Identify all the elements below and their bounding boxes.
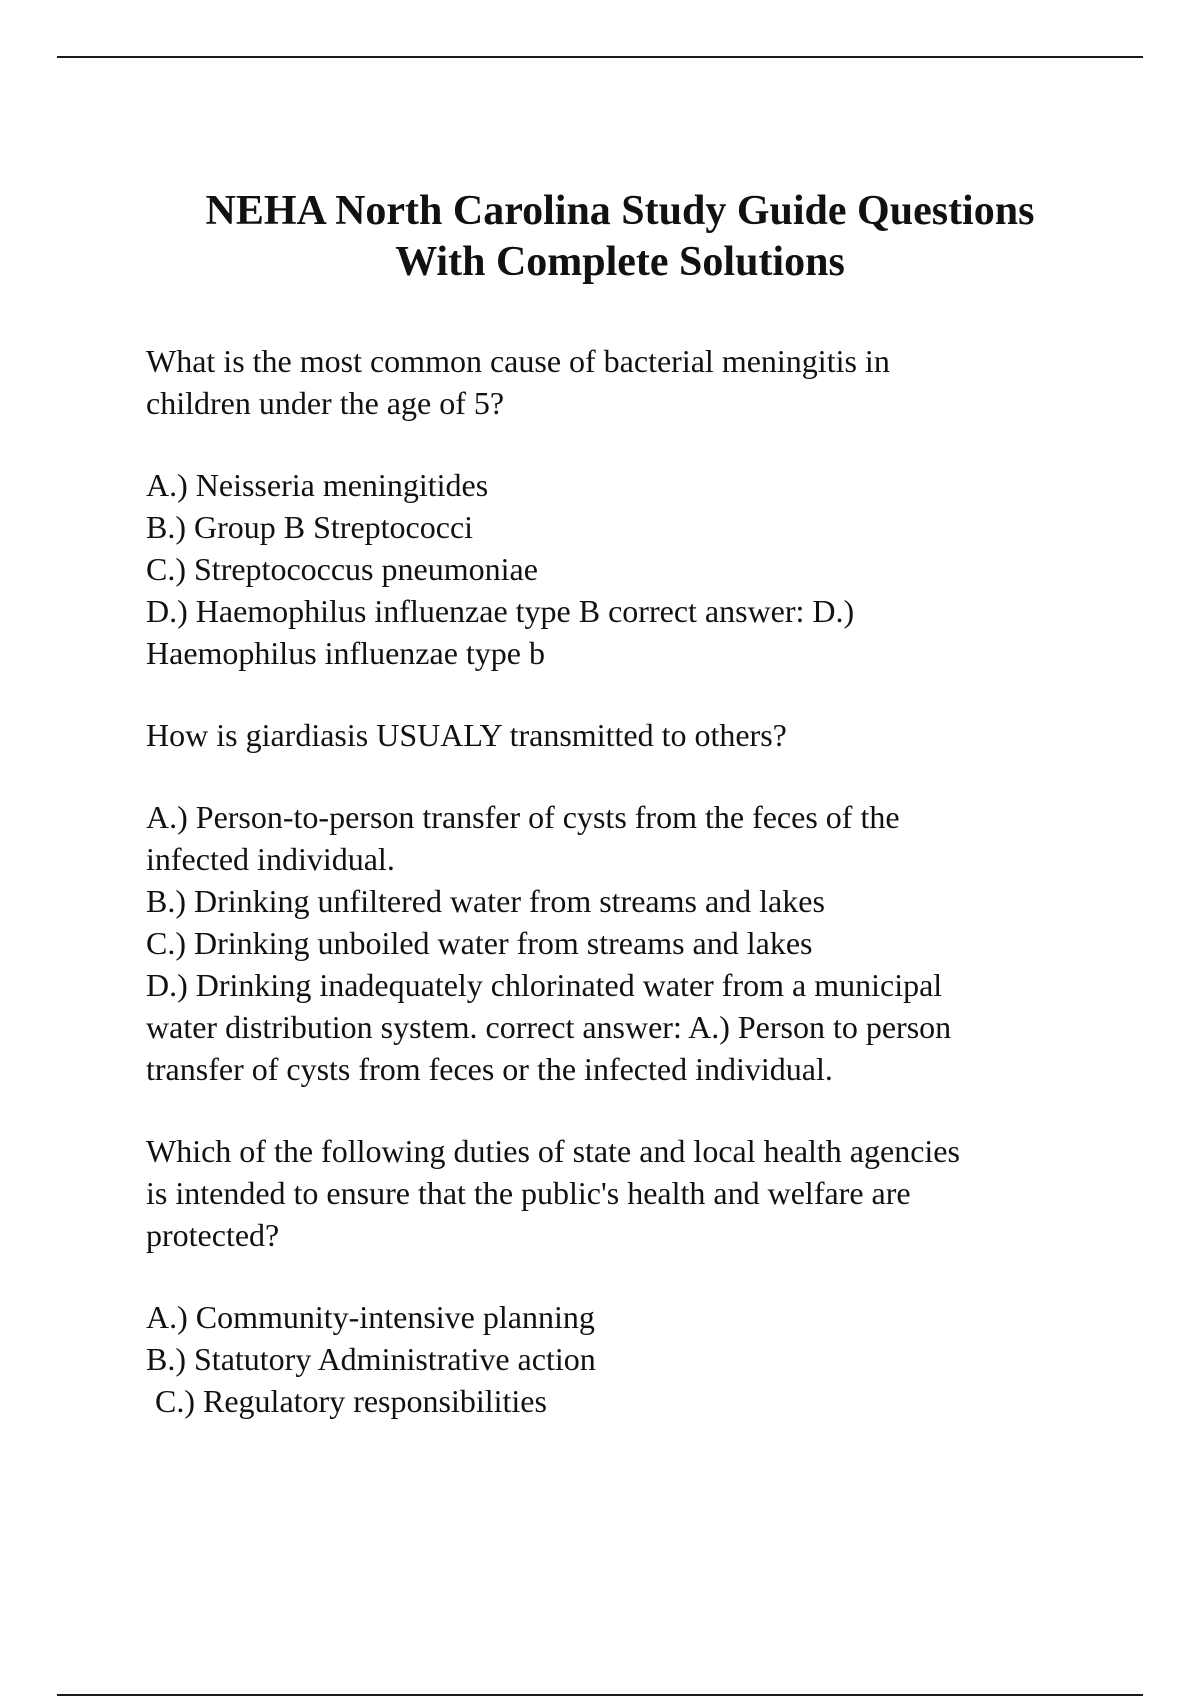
option-line: infected individual.	[146, 841, 395, 877]
title-line-1: NEHA North Carolina Study Guide Questions	[205, 188, 1035, 234]
option-line: C.) Drinking unboiled water from streams and lakes	[146, 925, 813, 961]
question-2	[146, 714, 1146, 756]
question-1	[146, 340, 1146, 424]
option-line: B.) Statutory Administrative action	[146, 1341, 596, 1377]
option-line: A.) Neisseria meningitides	[146, 467, 489, 503]
option-line: C.) Regulatory responsibilities	[155, 1383, 547, 1419]
option-line: D.) Drinking inadequately chlorinated water from a municipal	[146, 967, 943, 1003]
question-3-options	[146, 1296, 1146, 1422]
option-line: C.) Streptococcus pneumoniae	[146, 551, 538, 587]
question-text-line: children under the age of 5?	[146, 385, 505, 421]
option-line: B.) Group B Streptococci	[146, 509, 474, 545]
question-3	[146, 1130, 1146, 1256]
question-1-options	[146, 464, 1146, 674]
question-text-line: Which of the following duties of state and local health agencies	[146, 1133, 960, 1169]
option-line: B.) Drinking unfiltered water from streams and lakes	[146, 883, 825, 919]
footer-rule	[57, 1694, 1143, 1696]
header-rule	[57, 56, 1143, 58]
question-text-line: protected?	[146, 1217, 280, 1253]
option-line: D.) Haemophilus influenzae type B correct answer: D.)	[146, 593, 855, 629]
option-line: transfer of cysts from feces or the infected individual.	[146, 1051, 833, 1087]
question-text-line: What is the most common cause of bacterial meningitis in	[146, 343, 890, 379]
question-text-line: How is giardiasis USUALY transmitted to others?	[146, 717, 787, 753]
title-line-2: With Complete Solutions	[395, 239, 845, 285]
document-title	[100, 186, 1140, 288]
question-2-options	[146, 796, 1146, 1090]
option-line: water distribution system. correct answer: A.) Person to person	[146, 1009, 952, 1045]
question-text-line: is intended to ensure that the public's health and welfare are	[146, 1175, 911, 1211]
option-line: A.) Community-intensive planning	[146, 1299, 595, 1335]
document-body	[146, 340, 1146, 1422]
option-line: Haemophilus influenzae type b	[146, 635, 545, 671]
option-line: A.) Person-to-person transfer of cysts from the feces of the	[146, 799, 900, 835]
